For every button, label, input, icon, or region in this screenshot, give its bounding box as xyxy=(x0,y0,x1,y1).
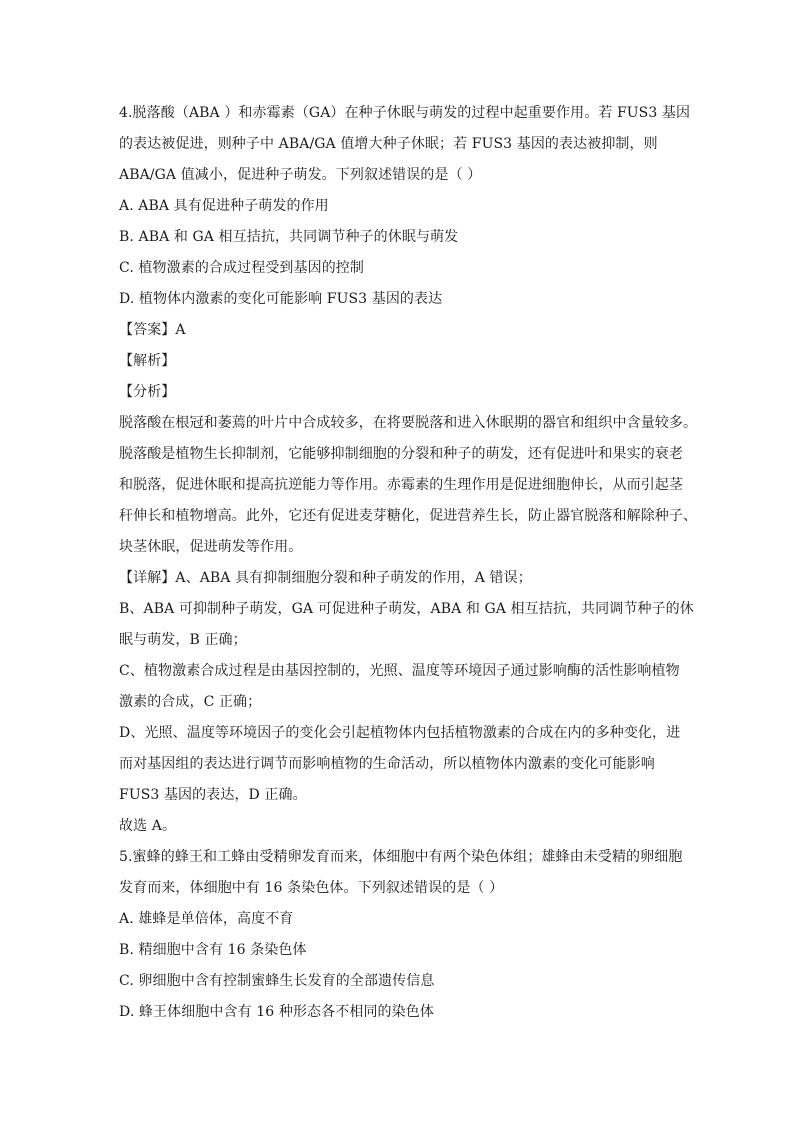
q5-option-a: A. 雄蜂是单倍体，高度不育 xyxy=(119,911,294,927)
q4-conclusion: 故选 A。 xyxy=(119,818,177,834)
q4-fenxi-line-3: 和脱落，促进休眠和提高抗逆能力等作用。赤霉素的生理作用是促进细胞伸长，从而引起茎 xyxy=(119,477,683,493)
q4-stem-line-1: 4.脱落酸（ABA ）和赤霉素（GA）在种子休眠与萌发的过程中起重要作用。若 FUS3 基因 xyxy=(119,105,691,121)
q4-fenxi-line-4: 秆伸长和植物增高。此外，它还有促进麦芽糖化，促进营养生长，防止器官脱落和解除种子、 xyxy=(119,508,698,524)
q4-option-d: D. 植物体内激素的变化可能影响 FUS3 基因的表达 xyxy=(119,291,443,307)
q4-fenxi-line-1: 脱落酸在根冠和萎蔫的叶片中合成较多，在将要脱落和进入休眠期的器官和组织中含量较多。 xyxy=(119,415,698,431)
q4-stem-line-2: 的表达被促进，则种子中 ABA/GA 值增大种子休眠；若 FUS3 基因的表达被抑制，则 xyxy=(119,136,658,152)
q4-detail-line-3: 眠与萌发，B 正确； xyxy=(119,632,247,648)
q4-detail-line-5: 激素的合成，C 正确； xyxy=(119,694,262,710)
q4-analysis-heading: 【解析】 xyxy=(119,353,176,369)
q4-fenxi-line-2: 脱落酸是植物生长抑制剂，它能够抑制细胞的分裂和种子的萌发，还有促进叶和果实的衰老 xyxy=(119,446,683,462)
q4-detail-line-1: 【详解】A、ABA 具有抑制细胞分裂和种子萌发的作用，A 错误； xyxy=(119,570,532,586)
q5-option-b: B. 精细胞中含有 16 条染色体 xyxy=(119,942,307,958)
q4-option-b: B. ABA 和 GA 相互拮抗，共同调节种子的休眠与萌发 xyxy=(119,229,459,245)
q5-option-d: D. 蜂王体细胞中含有 16 种形态各不相同的染色体 xyxy=(119,1004,434,1020)
q4-option-a: A. ABA 具有促进种子萌发的作用 xyxy=(119,198,329,214)
q4-fenxi-heading: 【分析】 xyxy=(119,384,176,400)
q4-fenxi-line-5: 块茎休眠，促进萌发等作用。 xyxy=(119,539,303,555)
q4-detail-line-6: D、光照、温度等环境因子的变化会引起植物体内包括植物激素的合成在内的多种变化，进 xyxy=(119,725,681,741)
q5-stem-line-1: 5.蜜蜂的蜂王和工蜂由受精卵发育而来，体细胞中有两个染色体组；雄蜂由未受精的卵细胞 xyxy=(119,849,683,865)
q4-detail-line-2: B、ABA 可抑制种子萌发，GA 可促进种子萌发，ABA 和 GA 相互拮抗，共同调节种子的休 xyxy=(119,601,694,617)
q4-stem-line-3: ABA/GA 值减小，促进种子萌发。下列叙述错误的是（ ） xyxy=(119,167,482,183)
q4-detail-line-7: 而对基因组的表达进行调节而影响植物的生命活动，所以植物体内激素的变化可能影响 xyxy=(119,756,655,772)
q4-detail-line-4: C、植物激素合成过程是由基因控制的，光照、温度等环境因子通过影响酶的活性影响植物 xyxy=(119,663,680,679)
q4-detail-line-8: FUS3 基因的表达，D 正确。 xyxy=(119,787,307,803)
q4-option-c: C. 植物激素的合成过程受到基因的控制 xyxy=(119,260,365,276)
q4-answer: 【答案】A xyxy=(119,322,186,338)
q5-option-c: C. 卵细胞中含有控制蜜蜂生长发育的全部遗传信息 xyxy=(119,973,435,989)
q5-stem-line-2: 发育而来，体细胞中有 16 条染色体。下列叙述错误的是（ ） xyxy=(119,880,504,896)
